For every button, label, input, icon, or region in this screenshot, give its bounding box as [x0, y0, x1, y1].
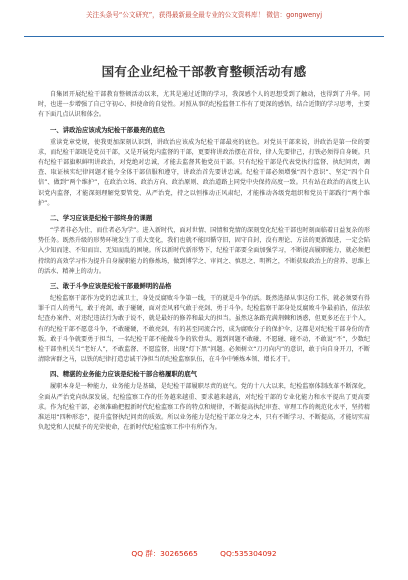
document-content	[38, 90, 370, 433]
paragraph: 自集团开展纪检干部教育整顿活动以来，尤其是通过近期的学习，我深感个人的思想受到了触动，也得到了升华。同时，也进一步增强了自己守初心、担使命的自觉性。对照从事的纪检监督工作有了更深的感悟，结合近期的学习思考，主要有下面几点认识和体会。	[38, 91, 370, 119]
paragraph: 重读党章党规，使我更加深刻认识到，讲政治应该成为纪检干部最亮的底色。对党员干部来说，讲政治是第一位的要求，而纪检干部既是党员干部，又是开展党内监督的干部，更要将讲政治摆在首位，律人先要律己，打铁必须得自身硬。只有纪检干部旗帜鲜明讲政治，对党绝对忠诚，才能去监督其他党员干部。只有纪检干部是代表党执行监督、执纪问责，调查、取证核实纪律问题才能令全体干部信服和遵守，讲政治首先要讲忠诚。纪检干部必须增强“四个意识”、坚定“四个自信”、做到“两个维护”，在政治立场、政治方向、政治原则、政治道路上同党中央保持高度一致。只有站在政治的高度上认识党内监督，才能深刻理解党要管党、从严治党，持之以恒推动正风肃纪，才能推动各级党组织和党员干部践行“两个维护”。	[38, 138, 370, 207]
qq-group-label: QQ 群：30265665	[131, 549, 198, 558]
qq-label: QQ:535304092	[220, 549, 277, 558]
section-heading: 四、精湛的业务能力应该是纪检干部合格履职的底气	[50, 370, 197, 379]
top-banner	[0, 10, 408, 36]
banner-text: 关注头条号“公文研究”，获得最新最全最专业的公文资料库！ 微信：gongwenyj	[85, 11, 323, 19]
section-heading: 三、敢于斗争应该是纪检干部最鲜明的品格	[50, 282, 172, 291]
paragraph: “学者非必为仕，而仕者必为学”。进入新时代，面对世情、国情和党情的深刻变化纪检干部也时刻面临着日益复杂的形势任务。既然升级的形势环境发生了重大变化，我们也就不能因循守旧，固守自封，没有理论、方法的更新跟进，一定会陷入少知而迷、不知而盲、无知而乱的困境。所以新时代新形势下，纪检干部要全面加强学习，不断提高履职能力，就必须把持续的高效学习作为提升自身履职能力的修炼场，做到博学之、审问之、慎思之、明辨之，不断获取政治上的营养、思维上的活水、精神上的动力。	[38, 227, 370, 275]
footer-contact	[0, 548, 408, 559]
document-body	[38, 62, 370, 436]
paragraph: 履职本身是一种能力，业务能力是基础，是纪检干部履职尽责的底气。党的十八大以来，纪检监察体制改革不断深化，全面从严治党向纵深发展，纪检监察工作的任务越来越重、要求越来越高，对纪检干部的专业化能力和水平提出了更高要求。作为纪检干部，必须准确把握新时代纪检监察工作的特点和规律，不断提高执纪审查、审理工作的规范化水平，坚持精准运用“四种形态”，提升监督执纪问责的质效。所以业务能力是纪检干部立身之本，只有不断学习、不断提高，才能切实肩负起党和人民赋予的光荣使命，在新时代纪检监察工作中有所作为。	[38, 383, 370, 432]
document-title: 国有企业纪检干部教育整顿活动有感	[101, 64, 307, 79]
paragraph: 纪检监察干部作为党的忠诚卫士，身处反腐败斗争第一线，干的就是斗争的活。既然选择从事这份工作，就必须要有得罪千百人的勇气，敢于亮剑，敢于碰硬，面对歪风邪气敢于亮剑、勇于斗争。纪检监察干部身处反腐败斗争最前沿，依法依纪查办案件、对违纪违法行为敢于说不，就是最好的修养和最大的担当。虽然这条路充满荆棘和诱惑，但更多还在于个人，有的纪检干部不愿意斗争，不敢碰硬，不敢亮剑，有的甚至同流合污，成为腐败分子的保护伞，这都是对纪检干部身份的背叛。敢于斗争就要勇于担当，一名纪检干部不能做斗争的软骨头，遇到问题不敢碰、不愿碰、碰不动，不敢说“不”，少数纪检干部坐机关当“老好人”，不敢监督、不愿监督，出现“灯下黑”问题。必须树立“刀刃向内”的意识，敢于向自身开刀，不断清除害群之马，以铁的纪律打造忠诚干净担当的纪检监察队伍，在斗争中锤炼本领、增长才干。	[38, 295, 370, 364]
section-heading: 一、讲政治应该成为纪检干部最亮的底色	[50, 125, 166, 134]
banner-divider	[24, 36, 384, 37]
section-heading: 二、学习应该是纪检干部终身的课题	[50, 214, 153, 223]
